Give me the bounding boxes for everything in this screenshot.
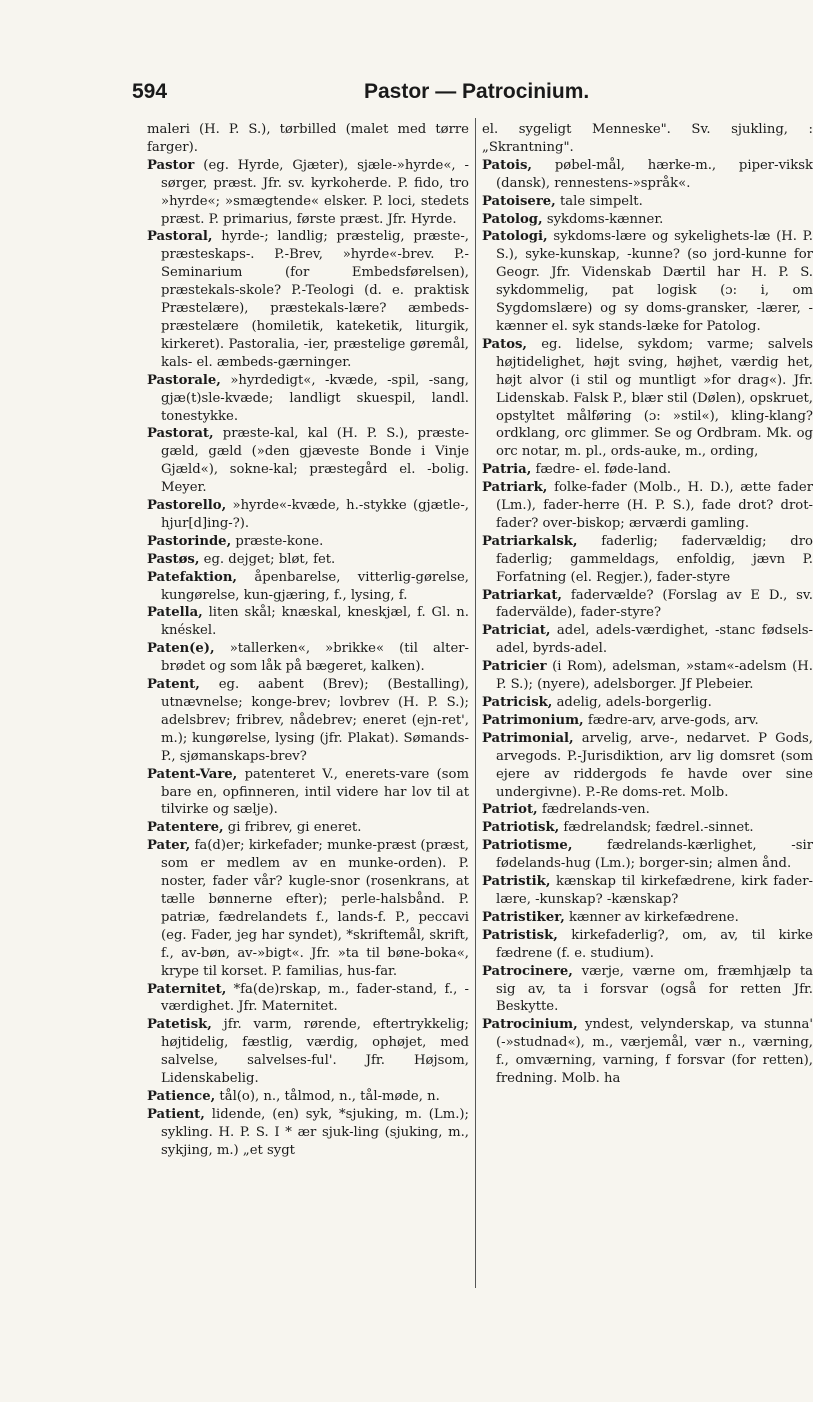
entry-headword: Pastorello,: [147, 498, 227, 514]
dictionary-entry: [482, 1016, 813, 1088]
entry-headword: Patologi,: [482, 229, 548, 245]
dictionary-entry: [147, 497, 469, 533]
dictionary-entry: [147, 676, 469, 766]
entry-headword: Patoisere,: [482, 193, 556, 209]
dictionary-entry: [482, 336, 813, 461]
dictionary-entry: [482, 193, 813, 211]
entry-definition: kænner av kirkefædrene.: [569, 909, 739, 925]
dictionary-entry: [147, 604, 469, 640]
entry-headword: Patentere,: [147, 820, 224, 836]
right-column: [482, 121, 813, 1361]
entry-headword: Patrocinium,: [482, 1017, 578, 1033]
entry-definition: maleri (H. P. S.), tørbilled (malet med tørre farger).: [147, 122, 469, 155]
entry-headword: Patriark,: [482, 480, 548, 496]
entry-headword: Pastor: [147, 157, 195, 173]
dictionary-entry: [482, 658, 813, 694]
left-column: [147, 121, 469, 1361]
entry-definition: fædrelands-ven.: [541, 802, 650, 818]
dictionary-entry: [482, 211, 813, 229]
entry-headword: Patefaktion,: [147, 569, 238, 585]
entry-headword: Patience,: [147, 1088, 216, 1104]
dictionary-entry: [482, 587, 813, 623]
entry-definition: faderlig; fadervældig; dro faderlig; gammeldags, enfoldig, jævn P. Forfatning (el. Regjer.), fader-styre: [496, 533, 813, 585]
entry-headword: Patriarkat,: [482, 587, 563, 603]
entry-headword: Patria,: [482, 462, 532, 478]
dictionary-entry: [147, 228, 469, 371]
dictionary-entry: [147, 157, 469, 229]
dictionary-entry: [482, 157, 813, 193]
entry-headword: Paten(e),: [147, 641, 215, 657]
page-header: [132, 80, 692, 110]
entry-headword: Patient,: [147, 1106, 205, 1122]
dictionary-entry: [147, 1106, 469, 1160]
dictionary-entry: [482, 909, 813, 927]
entry-definition: kirkefaderlig?, om, av, til kirke fædrene (f. e. studium).: [496, 927, 813, 961]
entry-headword: Pastorinde,: [147, 533, 232, 549]
dictionary-entry: [482, 837, 813, 873]
entry-definition: fædre-arv, arve-gods, arv.: [587, 712, 759, 728]
entry-headword: Pastoral,: [147, 229, 213, 245]
entry-headword: Pastorat,: [147, 426, 214, 442]
entry-definition: hyrde-; landlig; præstelig, præste-, præsteskaps-. P.-Brev, »hyrde«-brev. P.-Seminarium (for Embedsførelsen), præstekals-skole? P.-Teologi (d. e. praktisk Præstelære), præstekals-lære? æmbeds-præstelære (homiletik, kateketik, liturgik, kirkeret). Pastoralia, -ier, præstelige gøremål, kals- el. æmbeds-gærninger.: [161, 229, 469, 370]
dictionary-entry: [147, 121, 469, 157]
entry-definition: (i Rom), adelsman, »stam«-adelsm (H. P. S.); (nyere), adelsborger. Jf Plebeier.: [496, 659, 813, 693]
entry-definition: *fa(de)rskap, m., fader-stand, f., -værdighet. Jfr. Maternitet.: [161, 981, 469, 1015]
entry-headword: Patent-Vare,: [147, 766, 238, 782]
entry-definition: sykdoms-kænner.: [546, 211, 664, 227]
entry-definition: præste-kone.: [235, 533, 324, 549]
dictionary-entry: [147, 819, 469, 837]
entry-headword: Patolog,: [482, 211, 543, 227]
entry-definition: fædre- el. føde-land.: [535, 462, 672, 478]
dictionary-entry: [147, 837, 469, 980]
entry-headword: Pastorale,: [147, 372, 221, 388]
entry-definition: »hyrde«-kvæde, h.-stykke (gjætle-, hjur[d]ing-?).: [161, 498, 469, 531]
dictionary-entry: [147, 640, 469, 676]
entry-headword: Patriciat,: [482, 623, 551, 639]
entry-headword: Patristiker,: [482, 909, 565, 925]
dictionary-entry: [482, 873, 813, 909]
dictionary-entry: [482, 801, 813, 819]
entry-definition: fadervælde? (Forslag av E D., sv. fadervälde), fader-styre?: [496, 587, 813, 621]
entry-headword: Patetisk,: [147, 1017, 212, 1033]
entry-headword: Pater,: [147, 838, 191, 854]
dictionary-entry: [482, 461, 813, 479]
entry-definition: eg. dejget; bløt, fet.: [203, 551, 336, 567]
dictionary-entry: [147, 533, 469, 551]
entry-definition: yndest, velynderskap, va stunna' (-»studnad«), m., værjemål, vær n., værning, f., omværning, varning, f forsvar (for retten), fredning. Molb. ha: [496, 1017, 813, 1087]
column-divider: [475, 118, 476, 1288]
entry-headword: Patricier: [482, 659, 547, 675]
dictionary-entry: [482, 121, 813, 157]
entry-definition: jfr. varm, rørende, eftertrykkelig; højtidelig, fæstlig, værdig, ophøjet, med salvelse, salvelses-ful'. Jfr. Højsom, Lidenskabelig.: [161, 1017, 469, 1087]
entry-definition: »hyrdedigt«, -kvæde, -spil, -sang, gjæ(t)sle-kvæde; landligt skuespil, landl. tonestykke.: [161, 372, 469, 424]
dictionary-entry: [482, 479, 813, 533]
entry-definition: liten skål; knæskal, kneskjæl, f. Gl. n. knéskel.: [161, 605, 469, 639]
dictionary-entry: [482, 730, 813, 802]
entry-definition: værje, værne om, fræmhjælp ta sig av, ta i forsvar (også for retten Jfr. Beskytte.: [496, 963, 813, 1015]
dictionary-entry: [482, 963, 813, 1017]
entry-headword: Patriarkalsk,: [482, 533, 578, 549]
entry-headword: Patristisk,: [482, 927, 558, 943]
dictionary-entry: [147, 372, 469, 426]
entry-definition: pøbel-mål, hærke-m., piper-viksk (dansk), rennestens-»språk«.: [496, 157, 813, 191]
entry-definition: sykdoms-lære og sykelighets-læ (H. P. S.), syke-kunskap, -kunne? (so jord-kunne for Geogr. Jfr. Videnskab Dærtil har H. P. S. sykdommelig, pat logisk (ɔ: i, om Sygdomslære) og sy doms-gransker, -lærer, -kænner el. syk stands-læke for Patolog.: [496, 229, 813, 334]
entry-definition: kænskap til kirkefædrene, kirk fader-lære, -kunskap? -kænskap?: [496, 874, 813, 907]
dictionary-entry: [482, 927, 813, 963]
entry-definition: åpenbarelse, vitterlig-gørelse, kungørelse, kun-gjæring, f., lysing, f.: [161, 569, 469, 603]
dictionary-entry: [482, 533, 813, 587]
entry-headword: Patriotisme,: [482, 838, 573, 854]
entry-definition: gi fribrev, gi eneret.: [227, 820, 362, 836]
entry-headword: Patent,: [147, 677, 200, 693]
dictionary-entry: [147, 1016, 469, 1088]
entry-definition: patenteret V., enerets-vare (som bare en, opfinneren, intil videre har lov til at tilvirke og sælje).: [161, 766, 469, 818]
entry-headword: Patrocinere,: [482, 963, 573, 979]
entry-definition: arvelig, arve-, nedarvet. P Gods, arvegods. P.-Jurisdiktion, arv lig domsret (som ejere av riddergods fe havde over sine undergivne). P.-Re doms-ret. Molb.: [496, 730, 813, 800]
dictionary-entry: [147, 981, 469, 1017]
running-title: Pastor — Patrocinium.: [364, 80, 590, 103]
dictionary-entry: [482, 712, 813, 730]
entry-definition: tål(o), n., tålmod, n., tål-møde, n.: [219, 1088, 440, 1104]
entry-headword: Patrimonium,: [482, 712, 584, 728]
entry-headword: Patos,: [482, 336, 528, 352]
entry-headword: Pastøs,: [147, 551, 200, 567]
dictionary-entry: [482, 228, 813, 335]
entry-definition: tale simpelt.: [559, 193, 643, 209]
entry-headword: Patriotisk,: [482, 820, 560, 836]
entry-headword: Patella,: [147, 605, 203, 621]
entry-definition: fa(d)er; kirkefader; munke-præst (præst, som er medlem av en munke-orden). P. noster, fader vår? kugle-snor (rosenkrans, at tælle bønnerne efter); perle-halsbånd. P. patriæ, fædrelandets f., lands-f. P., peccavi (eg. Fader, jeg har syndet), *skriftemål, skrift, f., av-bøn, av-»bigt«. Jfr. »ta til bøne-boka«, krype til korset. P. familias, hus-far.: [161, 838, 469, 979]
entry-definition: præste-kal, kal (H. P. S.), præste-gæld, gæld (»den gjæveste Bonde i Vinje Gjæld«), sokne-kal; præstegård el. -bolig. Meyer.: [161, 426, 469, 496]
entry-definition: folke-fader (Molb., H. D.), ætte fader (Lm.), fader-herre (H. P. S.), fade drot? drot-fader? over-biskop; ærværdi gamling.: [496, 480, 813, 531]
entry-headword: Patristik,: [482, 874, 551, 890]
dictionary-entry: [147, 1088, 469, 1106]
dictionary-entry: [147, 425, 469, 497]
entry-headword: Patrimonial,: [482, 730, 574, 746]
entry-definition: eg. aabent (Brev); (Bestalling), utnævnelse; konge-brev; lovbrev (H. P. S.); adelsbrev; fribrev, nådebrev; eneret (ejn-ret', m.); kungørelse, lysing (jfr. Plakat). Sømands-P., sjømanskaps-brev?: [161, 677, 469, 764]
entry-headword: Patois,: [482, 157, 533, 173]
dictionary-entry: [482, 622, 813, 658]
entry-headword: Patriot,: [482, 802, 538, 818]
entry-definition: adel, adels-værdighet, -stanc fødsels-adel, byrds-adel.: [496, 623, 813, 657]
entry-definition: el. sygeligt Menneske". Sv. sjukling, :„Skrantning".: [482, 122, 813, 155]
entry-definition: (eg. Hyrde, Gjæter), sjæle-»hyrde«, -sørger, præst. Jfr. sv. kyrkoherde. P. fido, tro »hyrde«; »smægtende« elsker. P. loci, stedets præst. P. primarius, første præst. Jfr. Hyrde.: [161, 157, 469, 227]
entry-definition: fædrelands-kærlighet, -sir fødelands-hug (Lm.); borger-sin; almen ånd.: [496, 838, 813, 872]
page-number: 594: [132, 80, 168, 103]
entry-definition: adelig, adels-borgerlig.: [556, 695, 712, 710]
dictionary-entry: [147, 569, 469, 605]
entry-headword: Patricisk,: [482, 695, 553, 710]
entry-definition: fædrelandsk; fædrel.-sinnet.: [563, 820, 754, 836]
entry-definition: »tallerken«, »brikke« (til alter-brødet og som låk på bægeret, kalken).: [161, 641, 469, 675]
entry-definition: eg. lidelse, sykdom; varme; salvels højtidelighet, højt sving, højhet, værdig het, højt alvor (i stil og muntligt »for drag«). Jfr. Lidenskab. Falsk P., blær stil (Dølen), opskruet, opstyltet målføring (ɔ: »stil«), kling-klang? ordklang, orc glimmer. Se og Ordbram. Mk. og orc notar, m. pl., ords-auke, m., ording,: [496, 336, 813, 460]
dictionary-entry: [482, 694, 813, 712]
dictionary-entry: [482, 819, 813, 837]
dictionary-entry: [147, 766, 469, 820]
dictionary-entry: [147, 551, 469, 569]
entry-definition: lidende, (en) syk, *sjuking, m. (Lm.); sykling. H. P. S. I * ær sjuk-ling (sjuking, m., sykjing, m.) „et sygt: [161, 1106, 469, 1158]
entry-headword: Paternitet,: [147, 981, 227, 997]
